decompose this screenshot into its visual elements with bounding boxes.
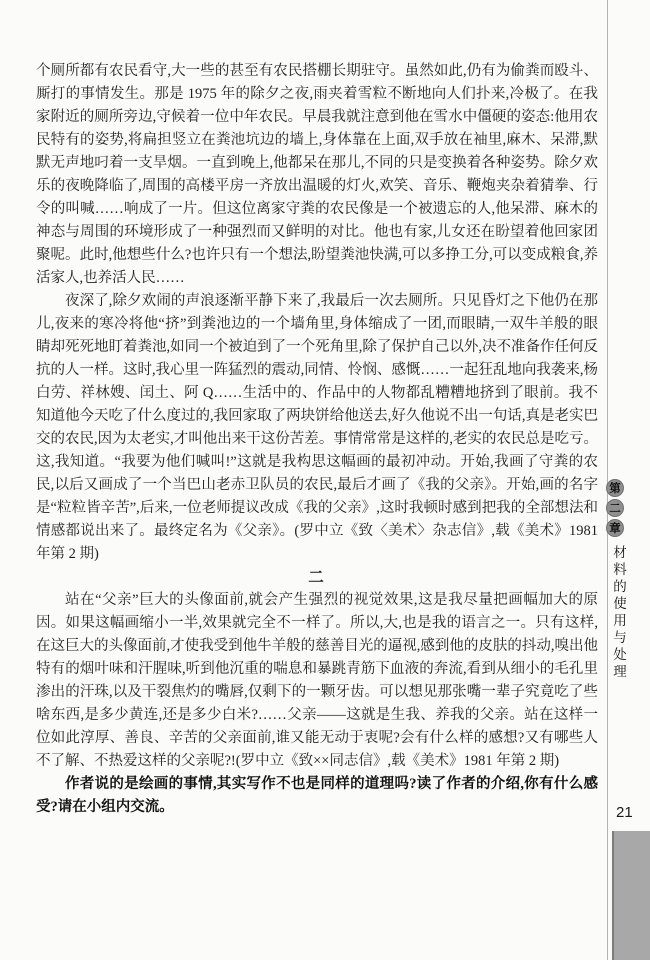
activity-prompt: 作者说的是绘画的事情,其实写作不也是同样的道理吗?读了作者的介绍,你有什么感受?请在小组内交流。: [36, 776, 598, 815]
chapter-title-vertical: 材料的使用与处理: [611, 545, 626, 681]
chapter-badge-char: 章: [606, 519, 624, 537]
paragraph-night-scene: 夜深了,除夕欢闹的声浪逐渐平静下来了,我最后一次去厕所。只见昏灯之下他仍在那儿,夜来的寒冷将他“挤”到粪池边的一个墙角里,身体缩成了一团,而眼睛,一双牛羊般的眼睛却死死地盯着粪池,如同一个被迫到了一个死角里,除了保护自己以外,决不准备作任何反抗的人一样。这时,我心里一阵猛烈的震动,同情、怜悯、感慨……一起狂乱地向我袭来,杨白劳、祥林嫂、闰土、阿 Q……生活中的、作品中的人物都乱糟糟地挤到了眼前。我不知道他今天吃了什么度过的,我回家取了两块饼给他送去,好久他说不出一句话,真是老实巴交的农民,因为太老实,才叫他出来干这份苦差。事情常常是这样的,老实的农民总是吃亏。这,我知道。“我要为他们喊叫!”这就是我构思这幅画的最初冲动。开始,我画了守粪的农民,以后又画成了一个当巴山老赤卫队员的农民,最后才画了《我的父亲》。开始,画的名字是“粒粒皆辛苦”,后来,一位老师提议改成《我的父亲》,这时我顿时感到把我的全部想法和情感都说出来了。最终定名为《父亲》。(罗中立《致〈美术〉杂志信》,载《美术》1981 年第 2 期): [36, 293, 598, 562]
paragraph-portrait: 站在“父亲”巨大的头像面前,就会产生强烈的视觉效果,这是我尽量把画幅加大的原因。如果这幅画缩小一半,效果就完全不一样了。所以,大,也是我的语言之一。只有这样,在这巨大的头像面前,才使我受到他牛羊般的慈善目光的逼视,感到他的皮肤的抖动,嗅出他特有的烟叶味和汗腥味,听到他沉重的喘息和暴跳青筋下血液的奔流,看到从细小的毛孔里渗出的汗珠,以及干裂焦灼的嘴唇,仅剩下的一颗牙齿。可以想见那张嘴一辈子究竟吃了些啥东西,是多少黄连,还是多少白米?……父亲——这就是生我、养我的父亲。站在这样一位如此淳厚、善良、辛苦的父亲面前,谁又能无动于衷呢?会有什么样的感想?又有哪些人不了解、不热爱这样的父亲呢?!(罗中立《致××同志信》,载《美术》1981 年第 2 期): [36, 592, 598, 769]
page-number: 21: [616, 804, 633, 821]
chapter-badge: [606, 479, 624, 537]
chapter-badge-char: 第: [606, 479, 624, 497]
thumb-index-block: [612, 831, 650, 960]
paragraph-continuation: 个厕所都有农民看守,大一些的甚至有农民搭棚长期驻守。虽然如此,仍有为偷粪而殴斗、厮打的事情发生。那是 1975 年的除夕之夜,雨夹着雪粒不断地向人们扑来,冷极了。在我家附近的厕所旁边,守候着一位中年农民。早晨我就注意到他在雪水中僵硬的姿态:他用农民特有的姿势,将扁担竖立在粪池坑边的墙上,身体靠在上面,双手放在袖里,麻木、呆滞,默默无声地叼着一支旱烟。一直到晚上,他都呆在那儿,不同的只是变换着各种姿势。除夕欢乐的夜晚降临了,周围的高楼平房一齐放出温暖的灯火,欢笑、音乐、鞭炮夹杂着猜拳、行令的叫喊……响成了一片。但这位离家守粪的农民像是一个被遗忘的人,他呆滞、麻木的神态与周围的环境形成了一种强烈而又鲜明的对比。他也有家,儿女还在盼望着他回家团聚呢。此时,他想些什么?也许只有一个想法,盼望粪池快满,可以多挣工分,可以变成粮食,养活家人,也养活人民……: [36, 63, 598, 286]
chapter-badge-char: 二: [606, 499, 624, 517]
main-text-column: [36, 60, 598, 819]
section-heading: 二: [308, 569, 326, 586]
